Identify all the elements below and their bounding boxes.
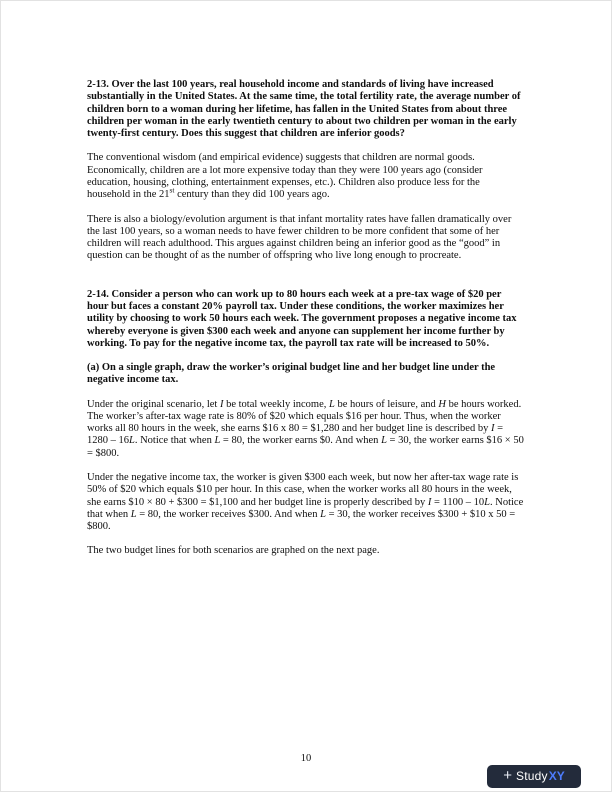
page-content	[1, 1, 611, 558]
page-number: 10	[300, 752, 312, 764]
logo-text-xy: XY	[548, 769, 565, 784]
answer-2-14-paragraph-3: The two budget lines for both scenarios are graphed on the next page.	[87, 545, 380, 557]
answer-2-13-paragraph-2: There is also a biology/evolution argument is that infant mortality rates have fallen dramatically over the last 100 years, so a woman needs to have fewer children to be more confident that some of her children will reach adulthood. This argues against children being an inferior good as the “good” in question can be thought of as the number of offspring who live long enough to procreate.	[87, 213, 512, 262]
studyxy-logo	[487, 765, 581, 788]
answer-2-14-paragraph-1: Under the original scenario, let I be total weekly income, L be hours of leisure, and H be hours worked. The worker’s after-tax wage rate is 80% of $20 which equals $16 per hour. Thus, when the worker works all 80 hours in the week, she earns $16 x 80 = $1,280 and her budget line is described by I = 1280 – 16L. Notice that when L = 80, the worker earns $0. And when L = 30, the worker earns $16 × 50 = $800.	[87, 398, 524, 459]
answer-2-14-paragraph-2: Under the negative income tax, the worker is given $300 each week, but now her after-tax wage rate is 50% of $20 which equals $10 per hour. In this case, when the worker works all 80 hours in the week, she earns $10 × 80 + $300 = $1,100 and her budget line is properly described by I = 1100 – 10L. Notice that when L = 80, the worker receives $300. And when L = 30, the worker receives $300 + $10 x 50 = $800.	[87, 472, 524, 533]
plus-icon: +	[503, 767, 513, 784]
answer-2-13-paragraph-1: The conventional wisdom (and empirical evidence) suggests that children are normal goods. Economically, children are a lot more expensive today than they were 100 years ago (consider education, housing, clothing, entertainment expenses, etc.). Children also produce less for the household in the 21st century than they did 100 years ago.	[87, 152, 483, 201]
question-2-13-heading: 2-13. Over the last 100 years, real household income and standards of living have increased substantially in the United States. At the same time, the total fertility rate, the average number of children born to a woman during her lifetime, has fallen in the United States from about three children per woman in the early twentieth century to about two children per woman in the early twenty-first century. Does this suggest that children are inferior goods?	[87, 79, 521, 140]
question-2-14a-heading: (a) On a single graph, draw the worker’s original budget line and her budget line under the negative income tax.	[87, 362, 496, 386]
logo-text-study: Study	[516, 769, 548, 784]
question-2-14-heading: 2-14. Consider a person who can work up to 80 hours each week at a pre-tax wage of $20 per hour but faces a constant 20% payroll tax. Under these conditions, the worker maximizes her utility by choosing to work 50 hours each week. The government proposes a negative income tax whereby everyone is given $300 each week and anyone can supplement her income further by working. To pay for the negative income tax, the payroll tax rate will be increased to 50%.	[87, 288, 517, 349]
